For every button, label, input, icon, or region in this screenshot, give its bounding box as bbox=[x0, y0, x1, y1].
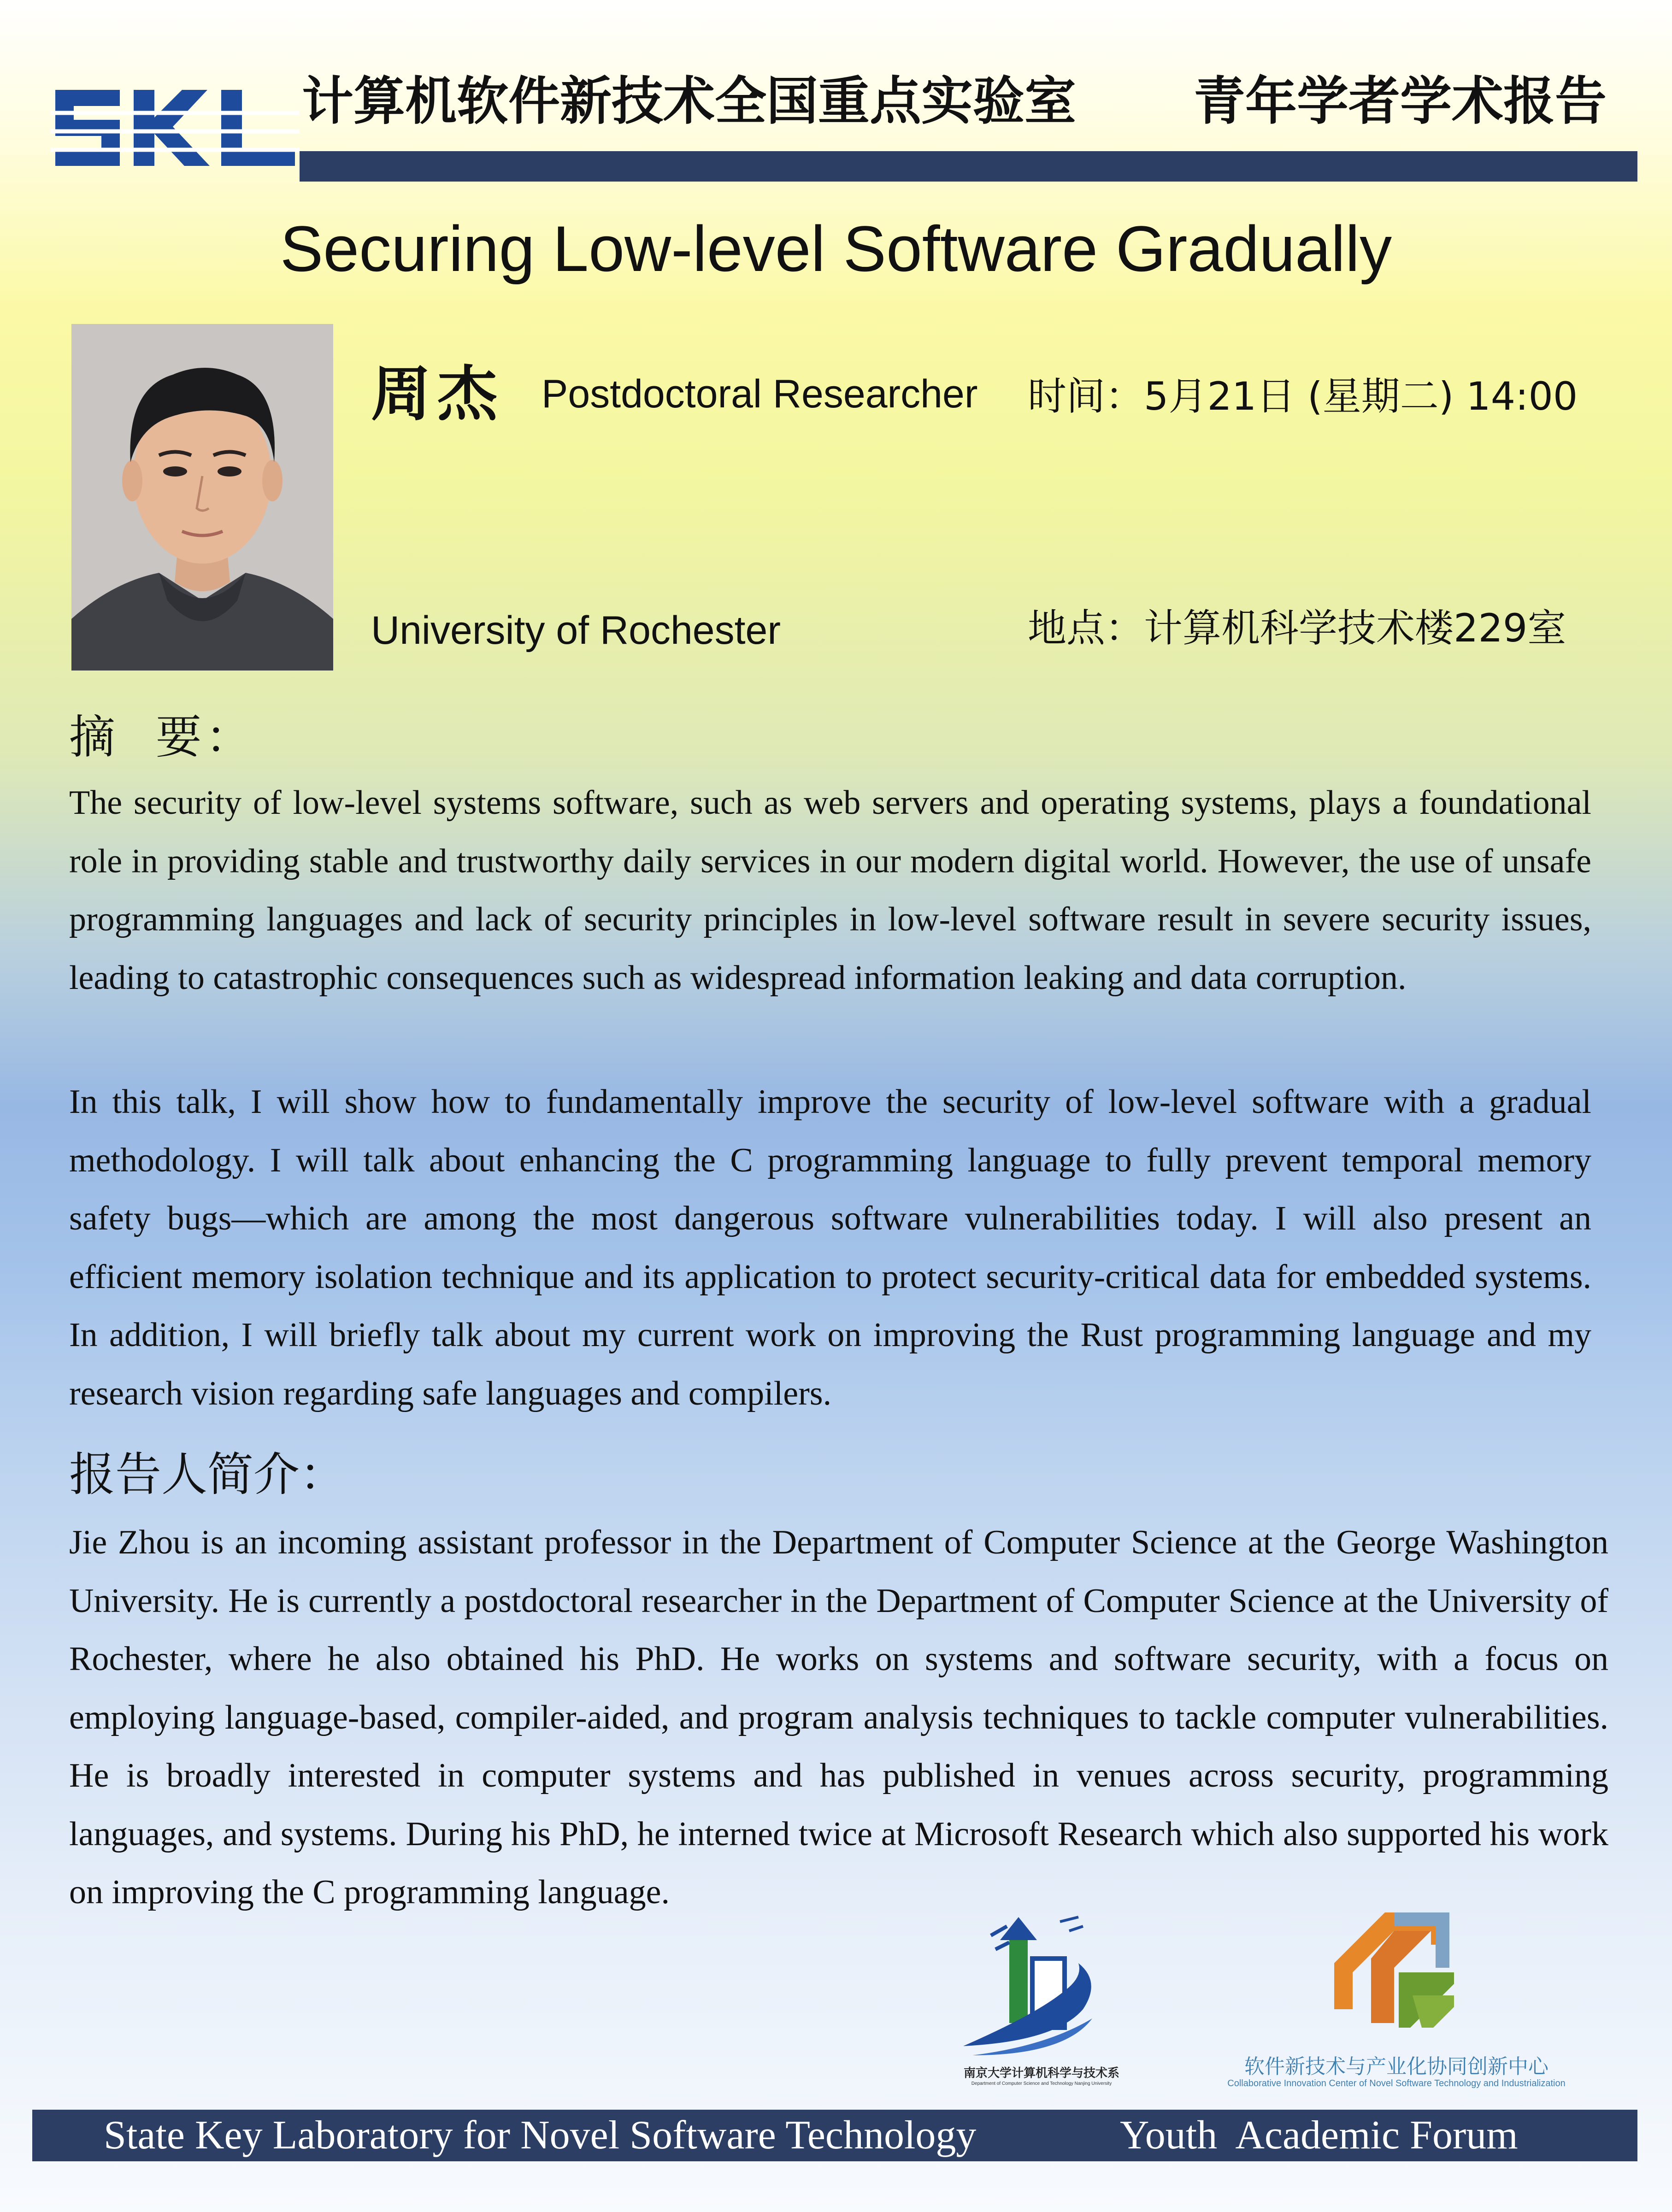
talk-time: 时间：5月21日 (星期二) 14:00 bbox=[1028, 374, 1578, 419]
speaker-position: Postdoctoral Researcher bbox=[542, 372, 978, 416]
talk-place: 地点：计算机科学技术楼229室 bbox=[1028, 606, 1566, 651]
skl-logo-graphic bbox=[51, 81, 300, 180]
skl-logo bbox=[51, 81, 300, 180]
speaker-photo bbox=[71, 324, 333, 671]
innovation-center-logo bbox=[1207, 1903, 1585, 2097]
speaker-affiliation: University of Rochester bbox=[371, 608, 781, 653]
abstract-paragraph-1: The security of low-level systems software, such as web servers and operating systems, plays a foundational role in providing stable and trustworthy daily services in our modern digital world. However, the use of unsafe programming languages and lack of security principles in low-level software result in severe security issues, leading to catastrophic consequences such as widespread information leaking and data corruption. bbox=[69, 784, 1591, 997]
njucs-logo-graphic bbox=[945, 1908, 1138, 2060]
header-divider-bar bbox=[300, 151, 1637, 182]
bio-heading: 报告人简介： bbox=[69, 1447, 346, 1501]
bio-paragraph: Jie Zhou is an incoming assistant professor in the Department of Computer Science at the George Washington University. He is currently a postdoctoral researcher in the Department of Computer Science at the University of Rochester, where he also obtained his PhD. He works on systems and software security, with a focus on employing language-based, compiler-aided, and program analysis techniques to tackle computer vulnerabilities. He is broadly interested in computer systems and has published in venues across security, programming languages, and systems. During his PhD, he interned twice at Microsoft Research which also supported his work on improving the C programming language. bbox=[69, 1524, 1608, 1911]
talk-title: Securing Low-level Software Gradually bbox=[280, 212, 1392, 285]
speaker-name: 周杰 bbox=[371, 359, 504, 429]
footer-series-name: Youth Academic Forum bbox=[1120, 2113, 1518, 2158]
abstract-heading: 摘 要： bbox=[69, 710, 255, 764]
innovation-center-label: 软件新技术与产业化协同创新中心 bbox=[1244, 2055, 1548, 2078]
abstract-paragraph-2: In this talk, I will show how to fundamentally improve the security of low-level software with a gradual methodology. I will talk about enhancing the C programming language to fully prevent temporal memory safety bugs—which are among the most dangerous software vulnerabilities today. I will also present an efficient memory isolation technique and its application to protect security-critical data for embedded systems. In addition, I will briefly talk about my current work on improving the Rust programming language and my research vision regarding safe languages and compilers. bbox=[69, 1083, 1591, 1412]
innovation-center-logo-graphic bbox=[1316, 1903, 1468, 2041]
njucs-label: 南京大学计算机科学与技术系 bbox=[963, 2066, 1119, 2080]
series-name: 青年学者学术报告 bbox=[1194, 71, 1607, 131]
lab-name: 计算机软件新技术全国重点实验室 bbox=[302, 71, 1076, 131]
njucs-sub-label: Department of Computer Science and Technology Nanjing University bbox=[971, 2081, 1112, 2086]
innovation-center-sub-label: Collaborative Innovation Center of Novel Software Technology and Industrialization bbox=[1227, 2078, 1566, 2088]
footer-lab-name: State Key Laboratory for Novel Software Technology bbox=[104, 2113, 977, 2158]
speaker-portrait bbox=[71, 324, 333, 671]
footer-bar bbox=[32, 2110, 1637, 2161]
njucs-logo bbox=[945, 1908, 1138, 2106]
